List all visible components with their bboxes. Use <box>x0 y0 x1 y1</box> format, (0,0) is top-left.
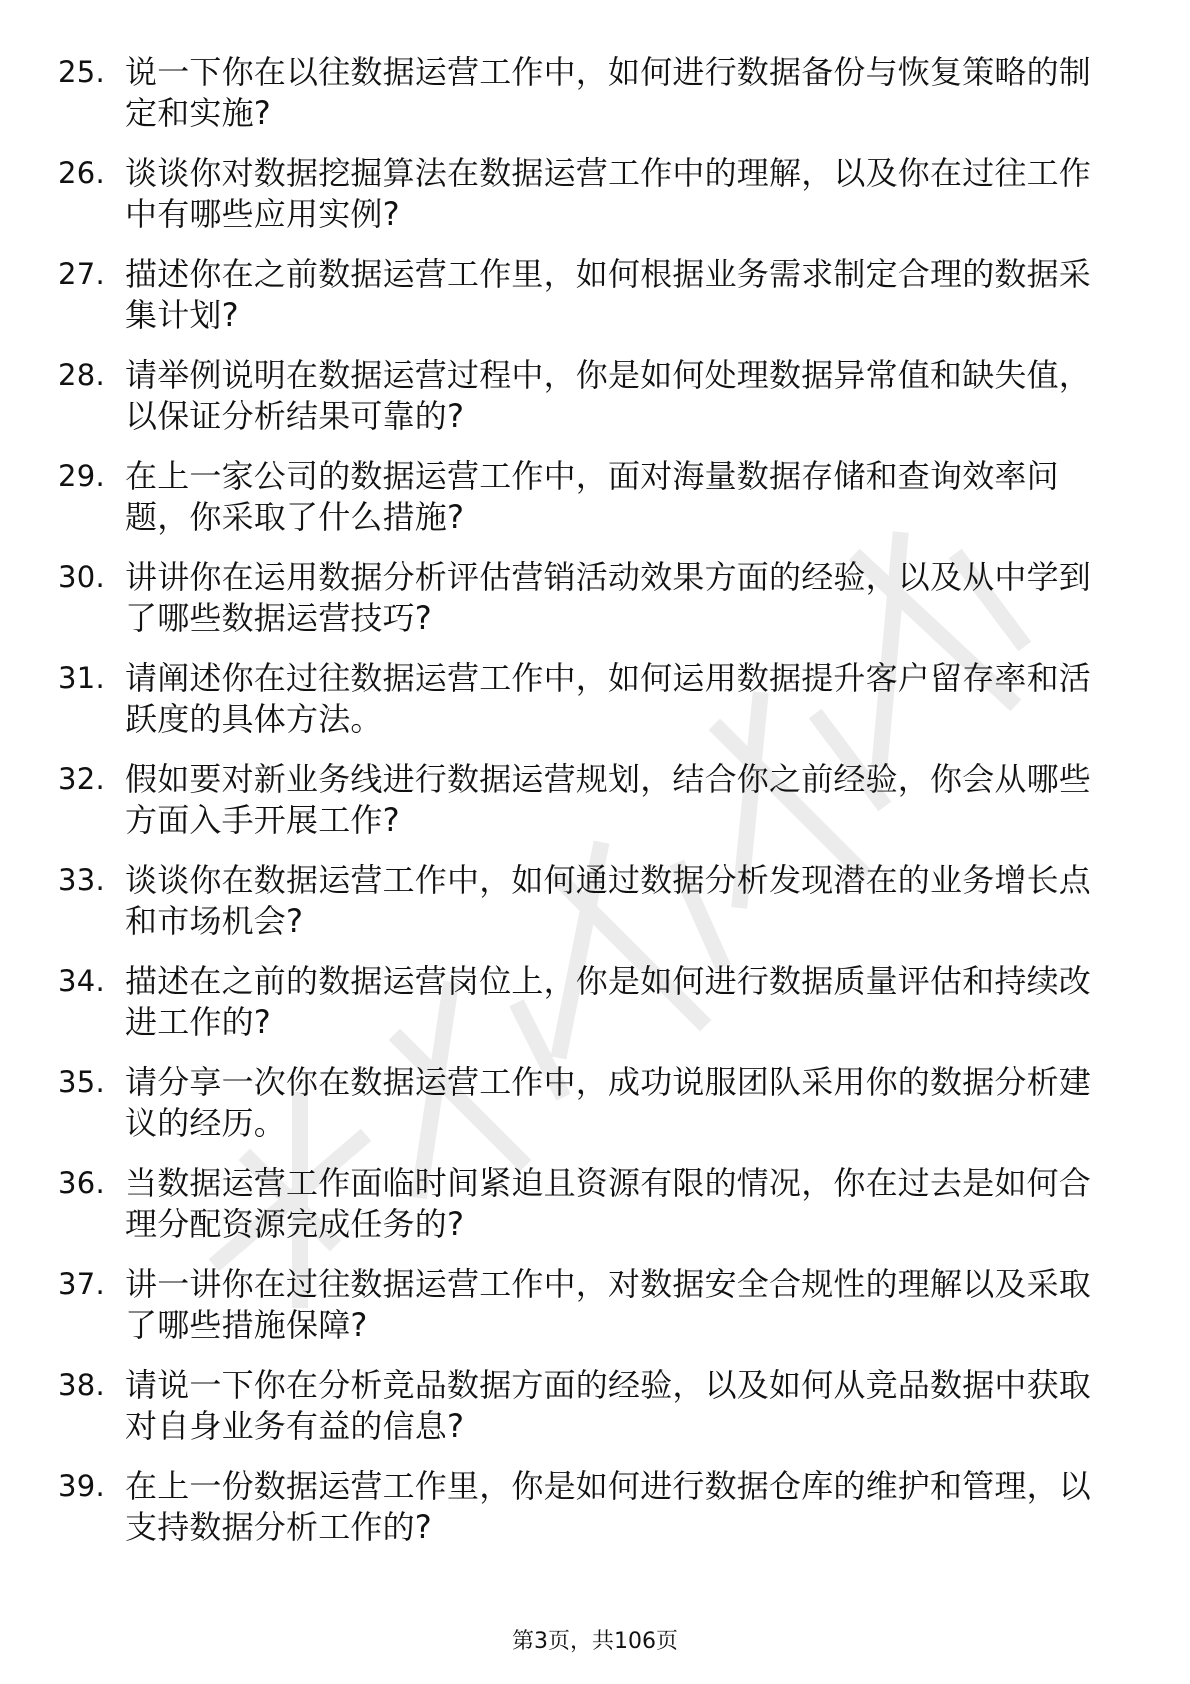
question-text: 在上一份数据运营工作里，你是如何进行数据仓库的维护和管理，以支持数据分析工作的? <box>125 1467 1092 1546</box>
question-text: 在上一家公司的数据运营工作中，面对海量数据存储和查询效率问题，你采取了什么措施? <box>125 457 1059 536</box>
list-item <box>58 355 1118 437</box>
list-item <box>58 1062 1118 1144</box>
list-item <box>58 153 1118 235</box>
question-number: 29. <box>58 459 106 493</box>
list-item <box>58 1365 1118 1447</box>
question-number: 39. <box>58 1469 106 1503</box>
list-item <box>58 1163 1118 1245</box>
question-text: 请分享一次你在数据运营工作中，成功说服团队采用你的数据分析建议的经历。 <box>125 1063 1092 1142</box>
question-number: 37. <box>58 1267 106 1301</box>
question-number: 25. <box>58 55 106 89</box>
question-number: 34. <box>58 964 106 998</box>
question-number: 31. <box>58 661 106 695</box>
question-text: 请阐述你在过往数据运营工作中，如何运用数据提升客户留存率和活跃度的具体方法。 <box>125 659 1092 738</box>
question-text: 谈谈你在数据运营工作中，如何通过数据分析发现潜在的业务增长点和市场机会? <box>125 861 1092 940</box>
question-text: 讲一讲你在过往数据运营工作中，对数据安全合规性的理解以及采取了哪些措施保障? <box>125 1265 1092 1344</box>
question-text: 讲讲你在运用数据分析评估营销活动效果方面的经验，以及从中学到了哪些数据运营技巧? <box>125 558 1092 637</box>
question-list <box>58 52 1118 1567</box>
question-number: 33. <box>58 863 106 897</box>
question-text: 描述在之前的数据运营岗位上，你是如何进行数据质量评估和持续改进工作的? <box>125 962 1092 1041</box>
list-item <box>58 52 1118 134</box>
list-item <box>58 961 1118 1043</box>
question-text: 请举例说明在数据运营过程中，你是如何处理数据异常值和缺失值，以保证分析结果可靠的? <box>125 356 1092 435</box>
question-number: 26. <box>58 156 106 190</box>
list-item <box>58 1264 1118 1346</box>
question-text: 请说一下你在分析竞品数据方面的经验，以及如何从竞品数据中获取对自身业务有益的信息? <box>125 1366 1092 1445</box>
question-number: 28. <box>58 358 106 392</box>
list-item <box>58 456 1118 538</box>
question-text: 假如要对新业务线进行数据运营规划，结合你之前经验，你会从哪些方面入手开展工作? <box>125 760 1092 839</box>
list-item <box>58 658 1118 740</box>
question-number: 36. <box>58 1166 106 1200</box>
list-item <box>58 1466 1118 1548</box>
page-footer: 第3页，共106页 <box>512 1629 678 1654</box>
question-number: 27. <box>58 257 106 291</box>
question-number: 32. <box>58 762 106 796</box>
list-item <box>58 759 1118 841</box>
question-number: 38. <box>58 1368 106 1402</box>
question-text: 谈谈你对数据挖掘算法在数据运营工作中的理解，以及你在过往工作中有哪些应用实例? <box>125 154 1092 233</box>
list-item <box>58 860 1118 942</box>
question-text: 说一下你在以往数据运营工作中，如何进行数据备份与恢复策略的制定和实施? <box>125 53 1092 132</box>
list-item <box>58 254 1118 336</box>
list-item <box>58 557 1118 639</box>
question-text: 当数据运营工作面临时间紧迫且资源有限的情况，你在过去是如何合理分配资源完成任务的? <box>125 1164 1092 1243</box>
question-text: 描述你在之前数据运营工作里，如何根据业务需求制定合理的数据采集计划? <box>125 255 1092 334</box>
question-number: 30. <box>58 560 106 594</box>
question-number: 35. <box>58 1065 106 1099</box>
